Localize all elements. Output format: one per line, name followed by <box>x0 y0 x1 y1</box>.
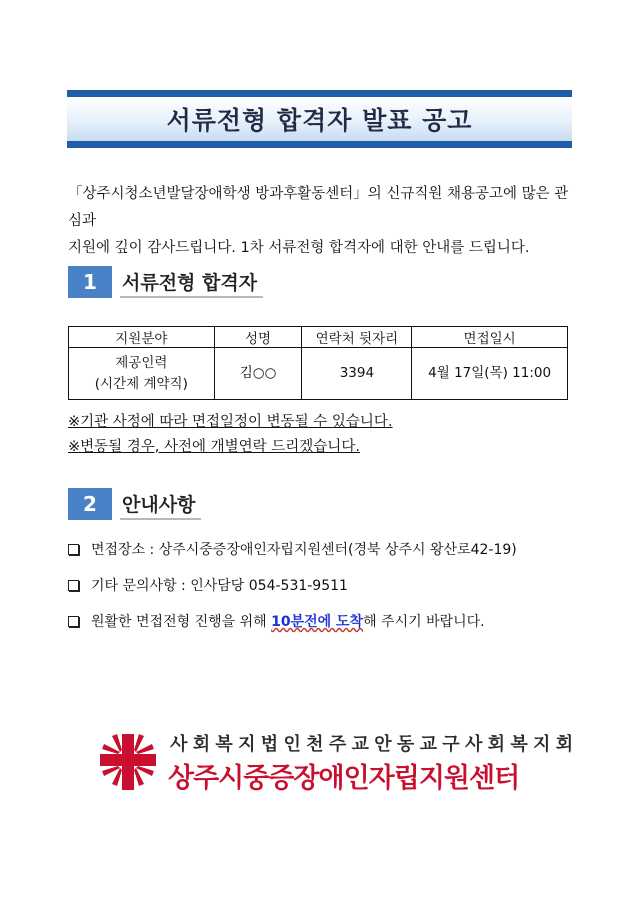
info-contact <box>68 575 348 595</box>
banner-top-bar <box>67 90 572 97</box>
header-phone: 연락처 뒷자리 <box>302 327 412 348</box>
header-datetime: 면접일시 <box>412 327 568 348</box>
section-1-number: 1 <box>68 266 112 298</box>
cell-name: 김○○ <box>214 348 302 400</box>
note-individual-contact: ※변동될 경우, 사전에 개별연락 드리겠습니다. <box>68 439 360 455</box>
section-1-heading: 서류전형 합격자 <box>120 266 263 298</box>
cell-field <box>69 348 215 400</box>
section-1-header <box>68 266 263 298</box>
note-schedule-change: ※기관 사정에 따라 면접일정이 변동될 수 있습니다. <box>68 414 393 430</box>
caritas-logo-icon <box>100 732 156 792</box>
info-arrival-after: 해 주시기 바랍니다. <box>363 614 485 630</box>
checkbox-square-icon <box>68 616 79 627</box>
info-contact-text: 기타 문의사항 : 인사담당 054-531-9511 <box>91 578 348 594</box>
info-location-text: 면접장소 : 상주시중증장애인자립지원센터(경북 상주시 왕산로42-19) <box>91 542 517 558</box>
checkbox-square-icon <box>68 544 79 555</box>
info-arrival-highlight: 10분전에 도착 <box>271 614 364 630</box>
intro-paragraph <box>68 181 578 262</box>
section-2-number: 2 <box>68 488 112 520</box>
page-title: 서류전형 합격자 발표 공고 <box>166 106 473 135</box>
section-2-heading: 안내사항 <box>120 488 201 520</box>
title-banner <box>67 90 572 148</box>
info-arrival <box>68 611 485 631</box>
table-row <box>69 348 568 400</box>
info-location <box>68 539 517 559</box>
info-arrival-before: 원활한 면접전형 진행을 위해 <box>91 614 272 630</box>
banner-bottom-bar <box>67 141 572 148</box>
org-parent-name: 사회복지법인천주교안동교구사회복지회 <box>170 734 579 755</box>
section-2-header <box>68 488 201 520</box>
table-header-row <box>69 327 568 348</box>
header-field: 지원분야 <box>69 327 215 348</box>
banner-body <box>67 97 572 141</box>
footer <box>100 730 579 795</box>
cell-datetime: 4월 17일(목) 11:00 <box>412 348 568 400</box>
cell-field-line-2: (시간제 계약직) <box>94 375 188 392</box>
org-name: 상주시중증장애인자립지원센터 <box>168 763 520 794</box>
cell-phone: 3394 <box>302 348 412 400</box>
checkbox-square-icon <box>68 580 79 591</box>
header-name: 성명 <box>214 327 302 348</box>
intro-line-1: 「상주시청소년발달장애학생 방과후활동센터」의 신규직원 채용공고에 많은 관심과 <box>68 186 569 229</box>
cell-field-line-1: 제공인력 <box>115 354 168 371</box>
intro-line-2: 지원에 깊이 감사드립니다. 1차 서류전형 합격자에 대한 안내를 드립니다. <box>68 240 530 256</box>
result-table <box>68 326 568 400</box>
